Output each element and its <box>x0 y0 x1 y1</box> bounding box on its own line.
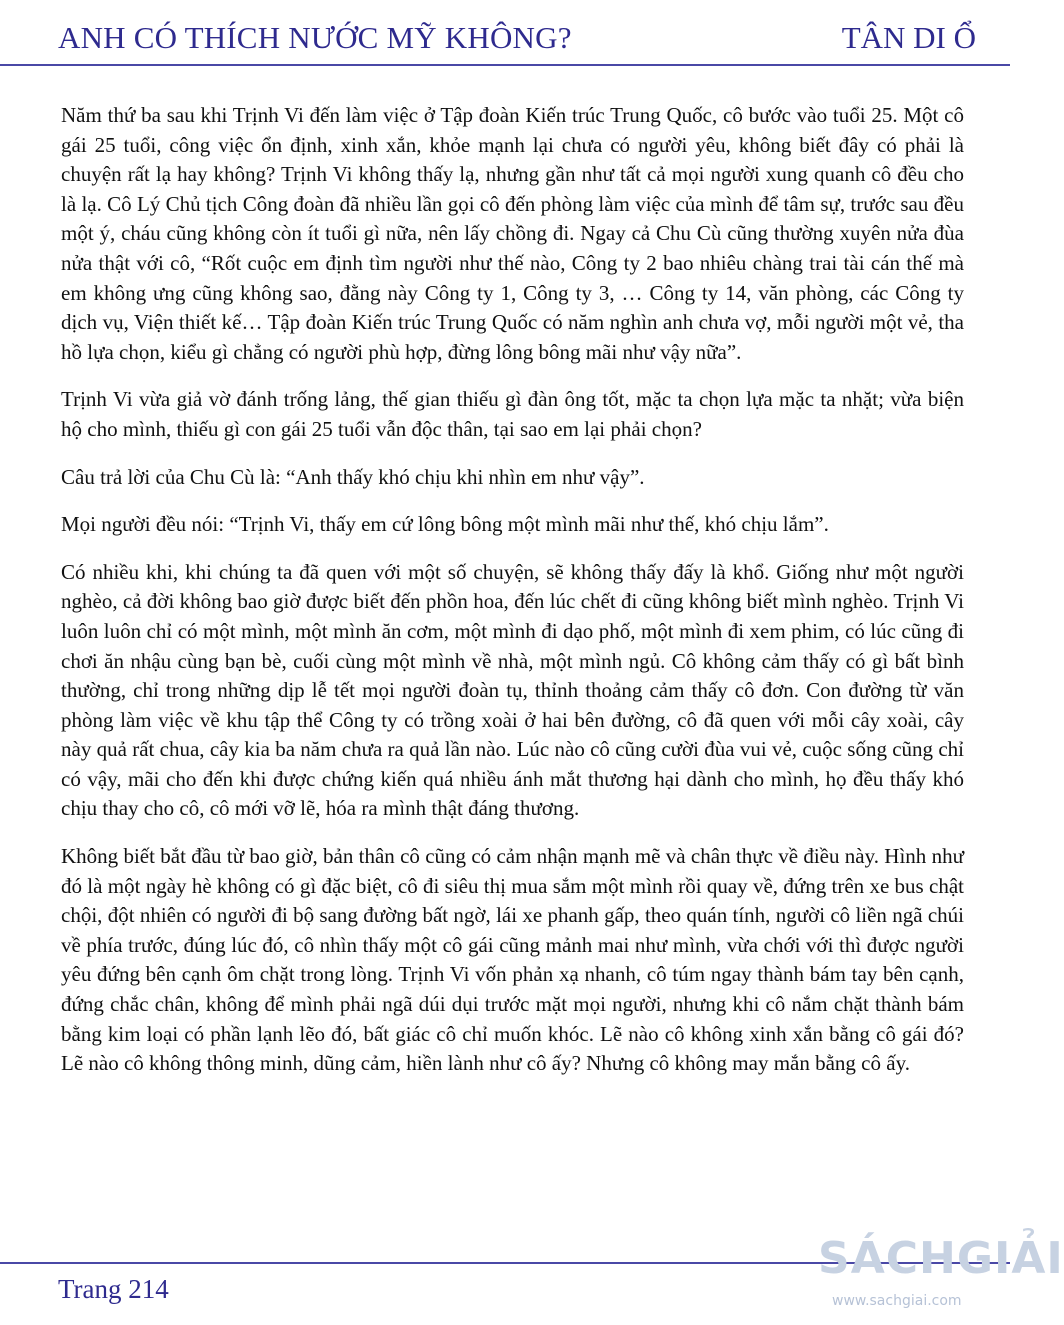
paragraph: Không biết bắt đầu từ bao giờ, bản thân cô cũng có cảm nhận mạnh mẽ và chân thực về điều này. Hình như đó là một ngày hè không có gì đặc biệt, cô đi siêu thị mua sắm một mình rồi quay về, đứng trên xe bus chật chội, đột nhiên có người đi bộ sang đường bất ngờ, lái xe phanh gấp, theo quán tính, người cô liền ngã chúi về phía trước, đúng lúc đó, cô nhìn thấy một cô gái cũng mảnh mai như mình, vừa chới với thì được người yêu đứng bên cạnh ôm chặt trong lòng. Trịnh Vi vốn phản xạ nhanh, cô túm ngay thành bám tay bên cạnh, đứng chắc chân, không để mình phải ngã dúi dụi trước mặt mọi người, nhưng khi cô nắm chặt thành bám bằng kim loại có phần lạnh lẽo đó, bất giác cô chỉ muốn khóc. Lẽ nào cô không xinh xắn bằng cô gái đó? Lẽ nào cô không thông minh, dũng cảm, hiền lành như cô ấy? Nhưng cô không may mắn bằng cô ấy. <box>61 844 964 1076</box>
page-body <box>61 101 964 1097</box>
paragraph: Trịnh Vi vừa giả vờ đánh trống lảng, thế gian thiếu gì đàn ông tốt, mặc ta chọn lựa mặc ta nhặt; vừa biện hộ cho mình, thiếu gì con gái 25 tuổi vẫn độc thân, tại sao em lại phải chọn? <box>61 387 964 441</box>
book-title: ANH CÓ THÍCH NƯỚC MỸ KHÔNG? <box>58 20 572 55</box>
page-number: Trang 214 <box>58 1274 169 1304</box>
page-header <box>0 0 1024 68</box>
paragraph: Mọi người đều nói: “Trịnh Vi, thấy em cứ lông bông một mình mãi như thế, khó chịu lắm”. <box>61 512 829 537</box>
watermark-url: www.sachgiai.com <box>832 1293 962 1309</box>
paragraph: Câu trả lời của Chu Cù là: “Anh thấy khó chịu khi nhìn em như vậy”. <box>61 464 645 489</box>
watermark-brand: SÁCHGIẢI <box>818 1233 1064 1284</box>
paragraph: Năm thứ ba sau khi Trịnh Vi đến làm việc ở Tập đoàn Kiến trúc Trung Quốc, cô bước vào tuổi 25. Một cô gái 25 tuổi, công việc ổn định, xinh xắn, khỏe mạnh lại chưa có người yêu, không biết đây có phải là chuyện rất lạ hay không? Trịnh Vi không thấy lạ, nhưng gần như tất cả mọi người xung quanh cô đều cho là lạ. Cô Lý Chủ tịch Công đoàn đã nhiều lần gọi cô đến phòng làm việc của mình để tâm sự, trước sau đều một ý, cháu cũng không còn ít tuổi gì nữa, nên lấy chồng đi. Ngay cả Chu Cù cũng thường xuyên nửa đùa nửa thật với cô, “Rốt cuộc em định tìm người như thế nào, Công ty 2 bao nhiêu chàng trai tài cán thế mà em không ưng cũng không sao, đằng này Công ty 1, Công ty 3, … Công ty 14, văn phòng, các Công ty dịch vụ, Viện thiết kế… Tập đoàn Kiến trúc Trung Quốc có năm nghìn anh chưa vợ, mỗi người một vẻ, tha hồ lựa chọn, kiểu gì chẳng có người phù hợp, đừng lông bông mãi như vậy nữa”. <box>61 103 964 364</box>
paragraph: Có nhiều khi, khi chúng ta đã quen với một số chuyện, sẽ không thấy đấy là khổ. Giống như một người nghèo, cả đời không bao giờ được biết đến phồn hoa, đến lúc chết đi cũng không biết mình nghèo. Trịnh Vi luôn luôn chỉ có một mình, một mình ăn cơm, một mình đi dạo phố, một mình đi xem phim, có lúc cũng đi chơi ăn nhậu cùng bạn bè, cuối cùng một mình về nhà, một mình ngủ. Cô không cảm thấy có gì bất bình thường, chỉ trong những dịp lễ tết mọi người đoàn tụ, thỉnh thoảng cảm thấy cô đơn. Con đường từ văn phòng làm việc về khu tập thể Công ty có trồng xoài ở hai bên đường, cô đã quen với mỗi cây xoài, cây này quả rất chua, cây kia ba năm chưa ra quả lần nào. Lúc nào cô cũng cười đùa vui vẻ, cuộc sống cũng chỉ có vậy, mãi cho đến khi được chứng kiến quá nhiều ánh mắt thương hại dành cho mình, họ đều thấy khó chịu thay cho cô, cô mới vỡ lẽ, hóa ra mình thật đáng thương. <box>61 559 964 821</box>
header-divider <box>0 64 1010 66</box>
author-name: TÂN DI Ổ <box>841 20 976 55</box>
watermark-logo <box>818 1233 1064 1313</box>
